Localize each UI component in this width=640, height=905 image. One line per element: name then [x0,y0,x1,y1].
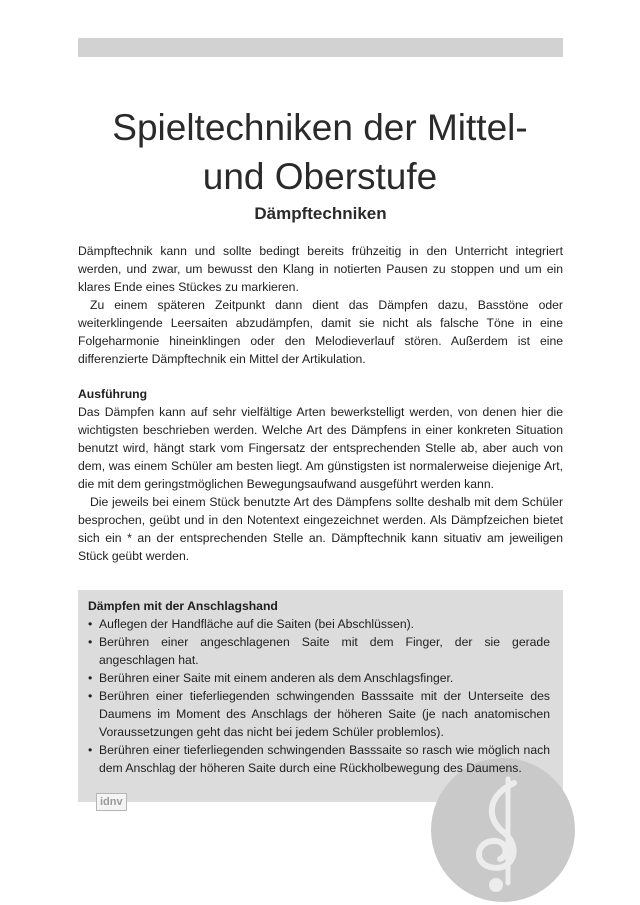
info-box-title: Dämpfen mit der Anschlagshand [88,599,278,613]
technique-list [88,615,550,777]
header-bar [78,38,563,57]
execution-heading: Ausführung [78,387,148,401]
page-title [40,103,600,201]
info-box-content [88,597,550,777]
publisher-logo: idnv [96,793,127,811]
execution-section [78,385,563,565]
section-heading: Dämpftechniken [254,204,387,223]
intro-paragraph-1: Dämpftechnik kann und sollte bedingt bereits frühzeitig in den Unterricht integriert werden, und zwar, um bewusst den Klang in notierten Pausen zu stoppen und um ein klares Ende eines Stückes zu markieren. [78,244,563,294]
list-item: • Berühren einer tieferliegenden schwingenden Basssaite so rasch wie möglich nach dem Anschlag der höheren Saite durch eine Rückholbewegung des Daumens. [88,741,550,777]
page-title-line-2: und Oberstufe [202,155,438,197]
list-item: • Auflegen der Handfläche auf die Saiten (bei Abschlüssen). [88,615,550,633]
execution-paragraph-1: Das Dämpfen kann auf sehr vielfältige Arten bewerkstelligt werden, von denen hier die wichtigsten beschrieben werden. Welche Art des Dämpfens in einer konkreten Situation benutzt wird, hängt stark vom Fingersatz der entsprechenden Stelle ab, aber auch von dem, was einem Schüler am besten liegt. Am günstigsten ist normalerweise diejenige Art, die mit dem geringstmöglichen Bewegungsaufwand ausgeführt werden kann. [78,405,563,491]
list-item: • Berühren einer angeschlagenen Saite mit dem Finger, der sie gerade angeschlagen hat. [88,633,550,669]
list-item: • Berühren einer tieferliegenden schwingenden Basssaite mit der Unterseite des Daumens im Moment des Anschlags der höheren Saite (je nach anatomischen Voraussetzungen geht das nicht bei jedem Schüler problemlos). [88,687,550,741]
watermark-music-icon [428,755,578,905]
info-box [78,590,563,802]
intro-text [78,242,563,368]
page-title-line-1: Spieltechniken der Mittel- [112,106,528,148]
list-item: • Berühren einer Saite mit einem anderen als dem Anschlagsfinger. [88,669,550,687]
execution-paragraph-2: Die jeweils bei einem Stück benutzte Art des Dämpfens sollte deshalb mit dem Schüler besprochen, geübt und in den Notentext eingezeichnet werden. Als Dämpfzeichen bietet sich ein * an der entsprechenden Stelle an. Dämpftechnik kann situativ am jeweiligen Stück geübt werden. [78,495,563,563]
intro-paragraph-2: Zu einem späteren Zeitpunkt dann dient das Dämpfen dazu, Basstöne oder weiterklingende Leersaiten abzudämpfen, damit sie nicht als falsche Töne in eine Folgeharmonie hineinklingen oder den Melodieverlauf stören. Außerdem ist eine differenzierte Dämpftechnik ein Mittel der Artikulation. [78,298,563,366]
